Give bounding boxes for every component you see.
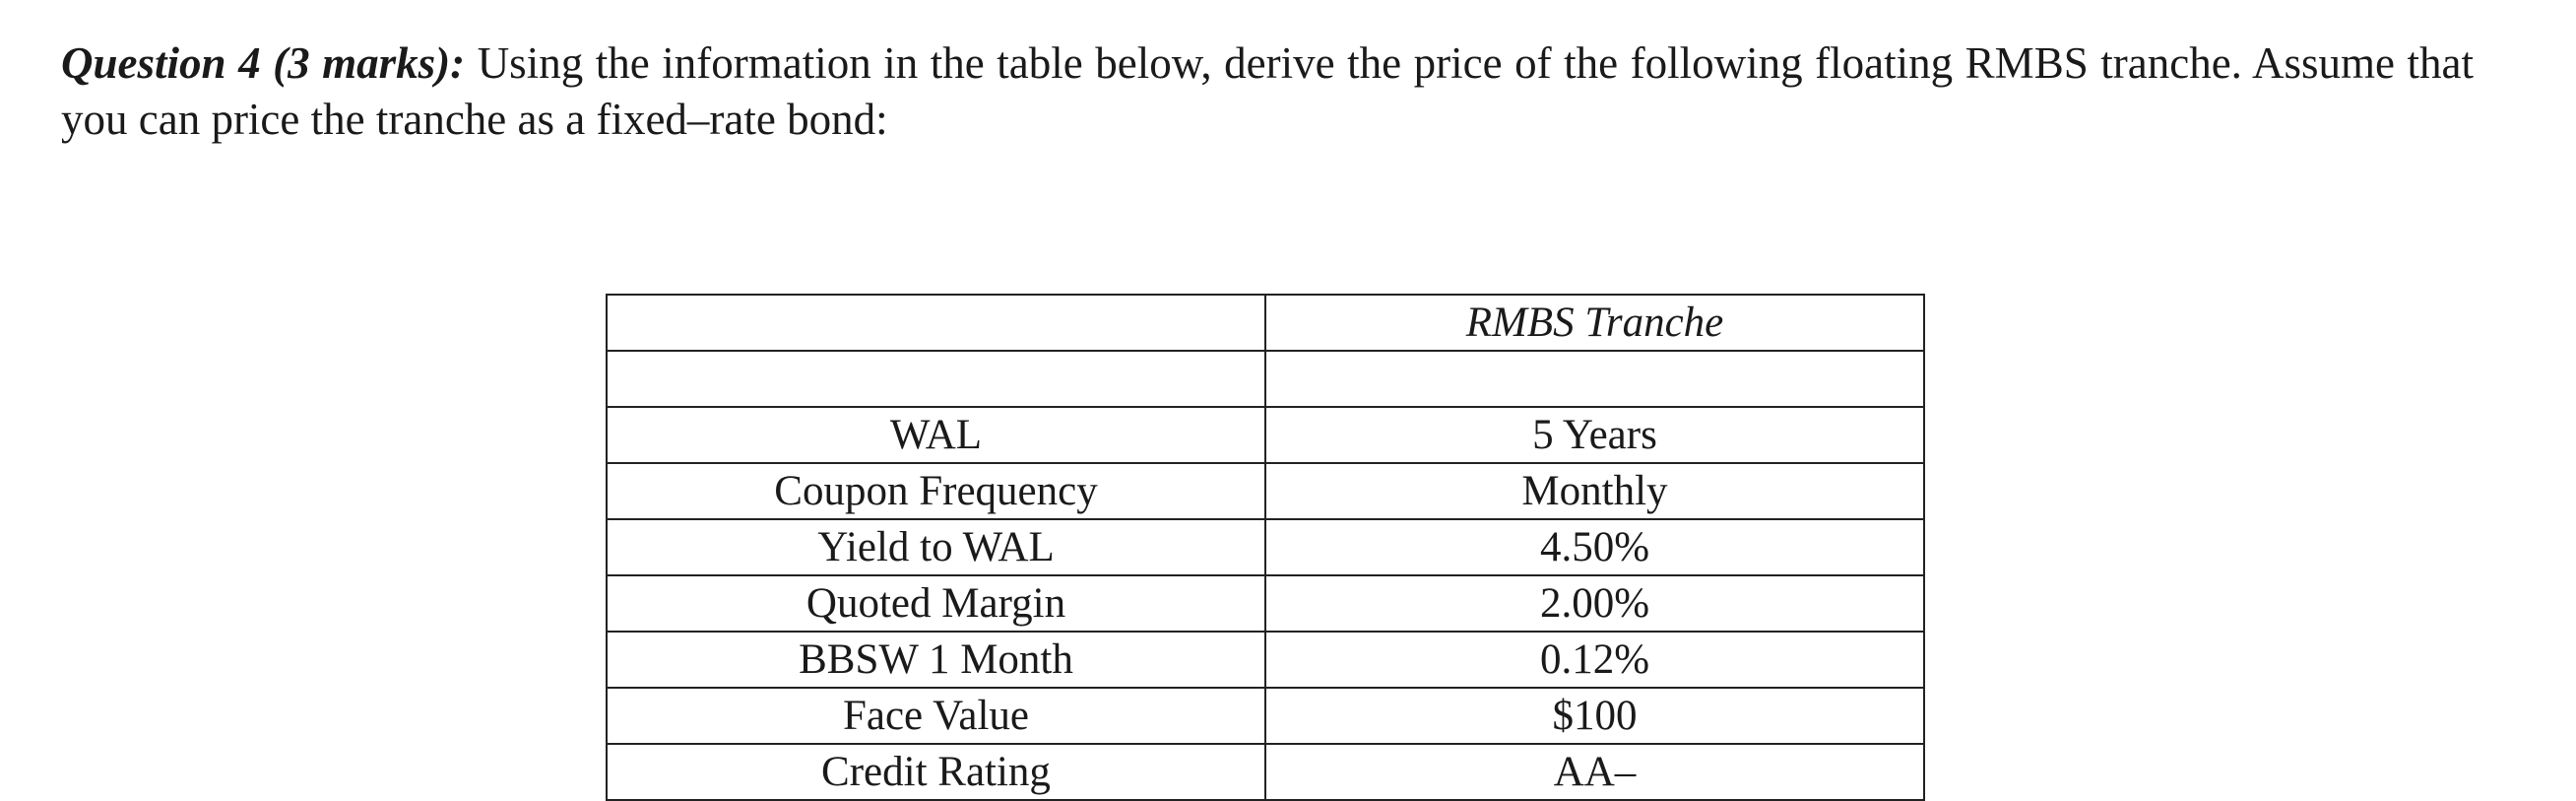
row-value-yield-to-wal: 4.50%	[1265, 519, 1924, 575]
question-heading: Question 4 (3 marks):	[61, 38, 466, 88]
table-header-rmbs-tranche: RMBS Tranche	[1265, 295, 1924, 351]
table-row	[607, 407, 1924, 463]
table-header-empty	[607, 295, 1265, 351]
row-value-bbsw-1-month: 0.12%	[1265, 632, 1924, 688]
row-value-credit-rating: AA–	[1265, 744, 1924, 800]
row-label-wal: WAL	[607, 407, 1265, 463]
question-text: Using the information in the table below, derive the price of the following floating RMBS tranche. Assume that you can price the tranche as a fixed–rate bond:	[61, 38, 2474, 144]
row-value-wal: 5 Years	[1265, 407, 1924, 463]
row-label-yield-to-wal: Yield to WAL	[607, 519, 1265, 575]
table-spacer-row	[607, 351, 1924, 407]
table-row	[607, 688, 1924, 744]
row-value-quoted-margin: 2.00%	[1265, 575, 1924, 632]
table-row	[607, 632, 1924, 688]
table-row	[607, 519, 1924, 575]
row-label-bbsw-1-month: BBSW 1 Month	[607, 632, 1265, 688]
tranche-table	[606, 294, 1925, 801]
row-label-credit-rating: Credit Rating	[607, 744, 1265, 800]
row-label-face-value: Face Value	[607, 688, 1265, 744]
tranche-table-container	[606, 294, 1925, 801]
table-header-row	[607, 295, 1924, 351]
table-row	[607, 575, 1924, 632]
row-label-coupon-frequency: Coupon Frequency	[607, 463, 1265, 519]
question-paragraph	[61, 35, 2474, 148]
row-label-quoted-margin: Quoted Margin	[607, 575, 1265, 632]
row-value-face-value: $100	[1265, 688, 1924, 744]
table-row	[607, 463, 1924, 519]
table-row	[607, 744, 1924, 800]
row-value-coupon-frequency: Monthly	[1265, 463, 1924, 519]
